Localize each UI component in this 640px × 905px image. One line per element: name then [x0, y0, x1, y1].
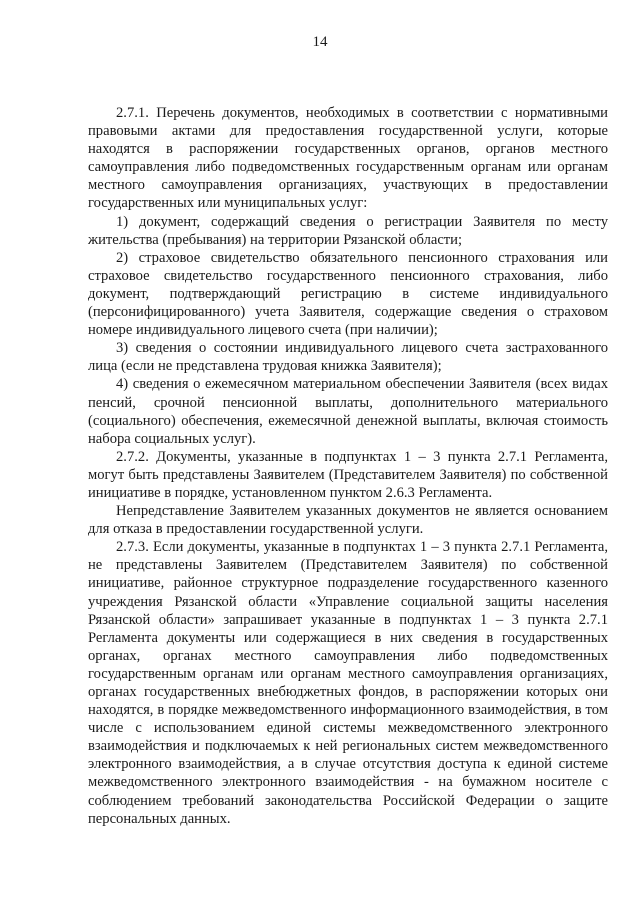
paragraph-non-submission: Непредставление Заявителем указанных документов не является основанием для отказа в предоставлении государственной услуги.: [88, 503, 608, 538]
list-item-1: 1) документ, содержащий сведения о регистрации Заявителя по месту жительства (пребывания) на территории Рязанской области;: [88, 213, 608, 248]
paragraph-2-7-1: 2.7.1. Перечень документов, необходимых в соответствии с нормативными правовыми актами для предоставления государственной услуги, которые находятся в распоряжении государственных органов, органов местного самоуправления либо подведомственных государственным органам или органам местного самоуправления организациях, участвующих в предоставлении государственных или муниципальных услуг:: [88, 105, 608, 212]
list-item-3: 3) сведения о состоянии индивидуального лицевого счета застрахованного лица (если не представлена трудовая книжка Заявителя);: [88, 340, 608, 375]
list-item-2: 2) страховое свидетельство обязательного пенсионного страхования или страховое свидетельство государственного пенсионного страхования, либо документ, подтверждающий регистрацию в системе индивидуального (персонифицированного) учета Заявителя, содержащие сведения о страховом номере индивидуального лицевого счета (при наличии);: [88, 249, 608, 339]
document-body: [88, 104, 608, 828]
paragraph-2-7-3: 2.7.3. Если документы, указанные в подпунктах 1 – 3 пункта 2.7.1 Регламента, не представлены Заявителем (Представителем Заявителя) по собственной инициативе, районное структурное подразделение государственного казенного учреждения Рязанской области «Управление социальной защиты населения Рязанской области» запрашивает указанные в подпунктах 1 – 3 пункта 2.7.1 Регламента документы или содержащиеся в них сведения в государственных органах, органах местного самоуправления либо подведомственных государственным органам или органам местного самоуправления организациях, органах государственных внебюджетных фондов, в распоряжении которых они находятся, в порядке межведомственного информационного взаимодействия, в том числе с использованием единой системы межведомственного электронного взаимодействия и подключаемых к ней региональных систем межведомственного электронного взаимодействия, а в случае отсутствия доступа к единой системе межведомственного электронного взаимодействия - на бумажном носителе с соблюдением требований законодательства Российской Федерации о защите персональных данных.: [88, 539, 608, 827]
page-number: 14: [312, 34, 328, 50]
list-item-4: 4) сведения о ежемесячном материальном обеспечении Заявителя (всех видах пенсий, срочной пенсионной выплаты, дополнительного материального (социального) обеспечения, ежемесячной денежной выплаты, включая стоимость набора социальных услуг).: [88, 376, 608, 447]
paragraph-2-7-2: 2.7.2. Документы, указанные в подпунктах 1 – 3 пункта 2.7.1 Регламента, могут быть представлены Заявителем (Представителем Заявителя) по собственной инициативе в порядке, установленном пунктом 2.6.3 Регламента.: [88, 448, 608, 501]
